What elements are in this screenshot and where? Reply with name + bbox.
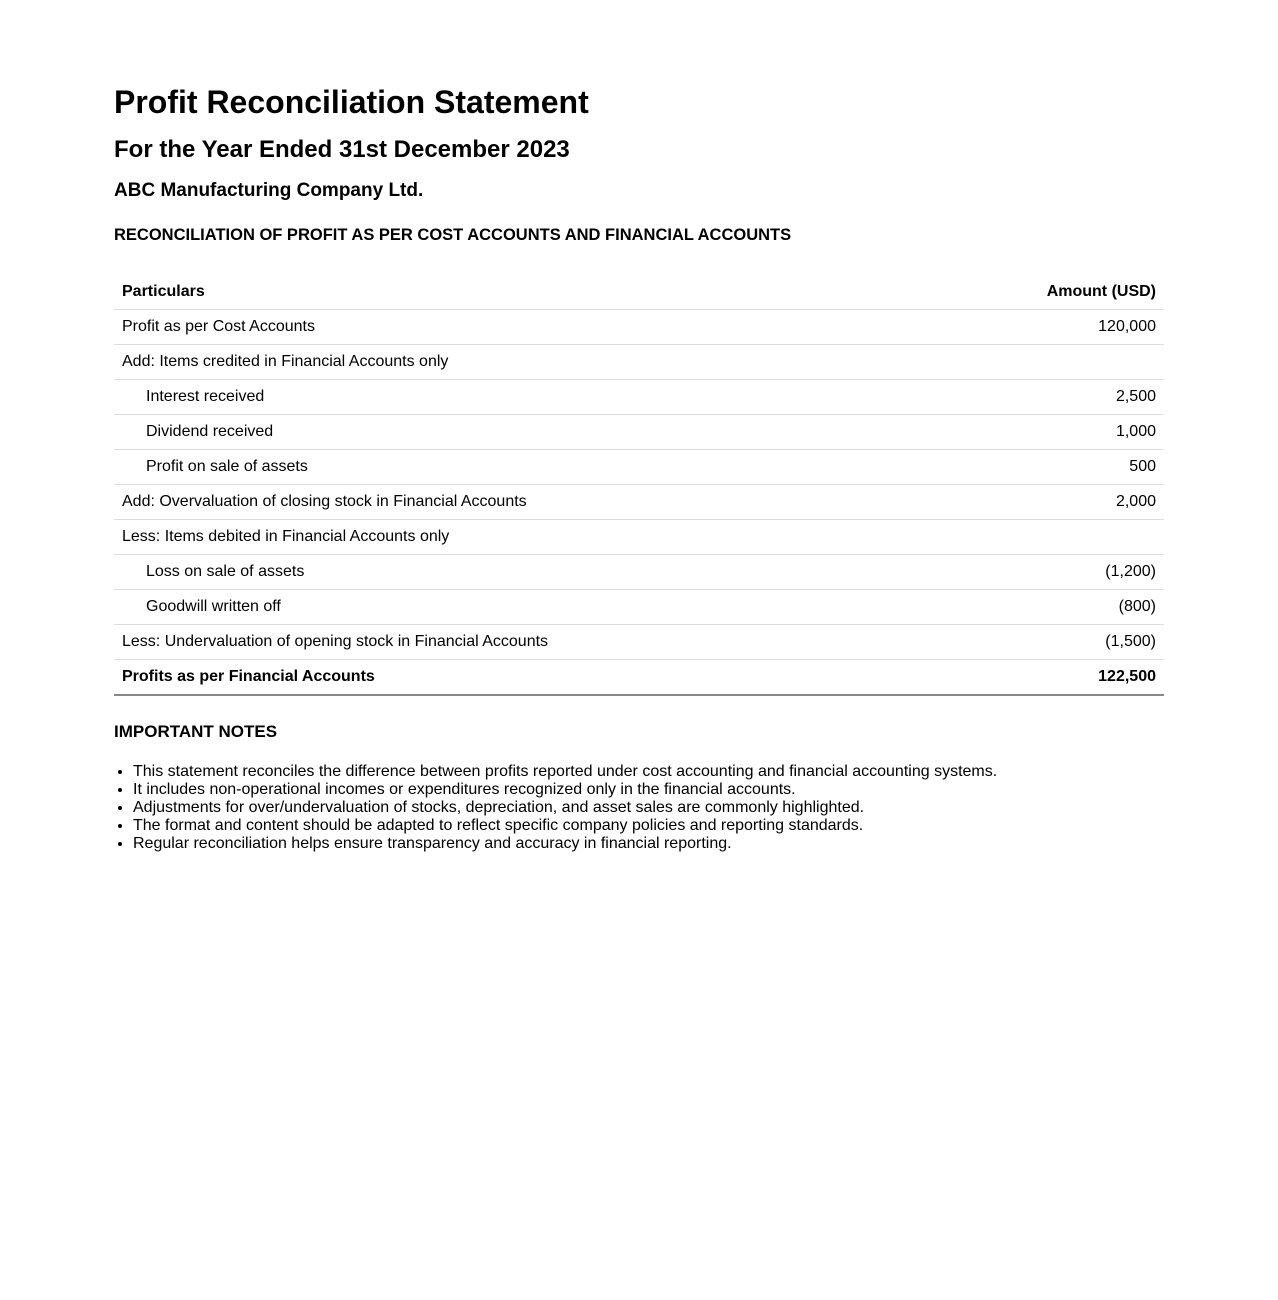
column-header-amount: Amount (USD)	[932, 275, 1164, 310]
row-particular: Less: Items debited in Financial Accounts only	[114, 520, 932, 555]
note-item: • This statement reconciles the difference between profits reported under cost accounting and financial accounting systems.	[133, 763, 1164, 781]
table-row	[114, 555, 1164, 590]
section-title: RECONCILIATION OF PROFIT AS PER COST ACCOUNTS AND FINANCIAL ACCOUNTS	[114, 226, 792, 244]
row-particular: Dividend received	[114, 415, 932, 450]
table-row	[114, 625, 1164, 660]
table-row	[114, 310, 1164, 345]
table-row	[114, 590, 1164, 625]
table-row	[114, 415, 1164, 450]
period-heading: For the Year Ended 31st December 2023	[114, 136, 570, 163]
total-amount: 122,500	[932, 660, 1164, 696]
notes-title: IMPORTANT NOTES	[114, 722, 278, 741]
table-header-row	[114, 275, 1164, 310]
table-row	[114, 380, 1164, 415]
row-amount: 500	[932, 450, 1164, 485]
row-amount: (1,200)	[932, 555, 1164, 590]
row-amount	[932, 345, 1164, 380]
note-item: • It includes non-operational incomes or expenditures recognized only in the financial accounts.	[133, 781, 1164, 799]
note-item: • Regular reconciliation helps ensure transparency and accuracy in financial reporting.	[133, 835, 1164, 853]
company-name: ABC Manufacturing Company Ltd.	[114, 180, 424, 201]
row-particular: Profit on sale of assets	[114, 450, 932, 485]
statement-page	[114, 82, 1164, 853]
row-particular: Goodwill written off	[114, 590, 932, 625]
row-particular: Add: Overvaluation of closing stock in Financial Accounts	[114, 485, 932, 520]
total-row	[114, 660, 1164, 696]
page-title: Profit Reconciliation Statement	[114, 84, 589, 120]
row-amount: 2,000	[932, 485, 1164, 520]
row-amount: 120,000	[932, 310, 1164, 345]
reconciliation-table	[114, 275, 1164, 696]
column-header-particulars: Particulars	[114, 275, 932, 310]
notes-list	[114, 763, 1164, 853]
row-particular: Less: Undervaluation of opening stock in Financial Accounts	[114, 625, 932, 660]
table-row	[114, 485, 1164, 520]
row-amount	[932, 520, 1164, 555]
row-particular: Add: Items credited in Financial Accounts only	[114, 345, 932, 380]
note-item: • The format and content should be adapted to reflect specific company policies and reporting standards.	[133, 817, 1164, 835]
row-amount: 1,000	[932, 415, 1164, 450]
total-particular: Profits as per Financial Accounts	[114, 660, 932, 696]
row-particular: Loss on sale of assets	[114, 555, 932, 590]
table-row	[114, 520, 1164, 555]
table-row	[114, 345, 1164, 380]
row-amount: (1,500)	[932, 625, 1164, 660]
table-row	[114, 450, 1164, 485]
row-particular: Profit as per Cost Accounts	[114, 310, 932, 345]
row-amount: (800)	[932, 590, 1164, 625]
row-amount: 2,500	[932, 380, 1164, 415]
row-particular: Interest received	[114, 380, 932, 415]
note-item: • Adjustments for over/undervaluation of stocks, depreciation, and asset sales are commonly highlighted.	[133, 799, 1164, 817]
